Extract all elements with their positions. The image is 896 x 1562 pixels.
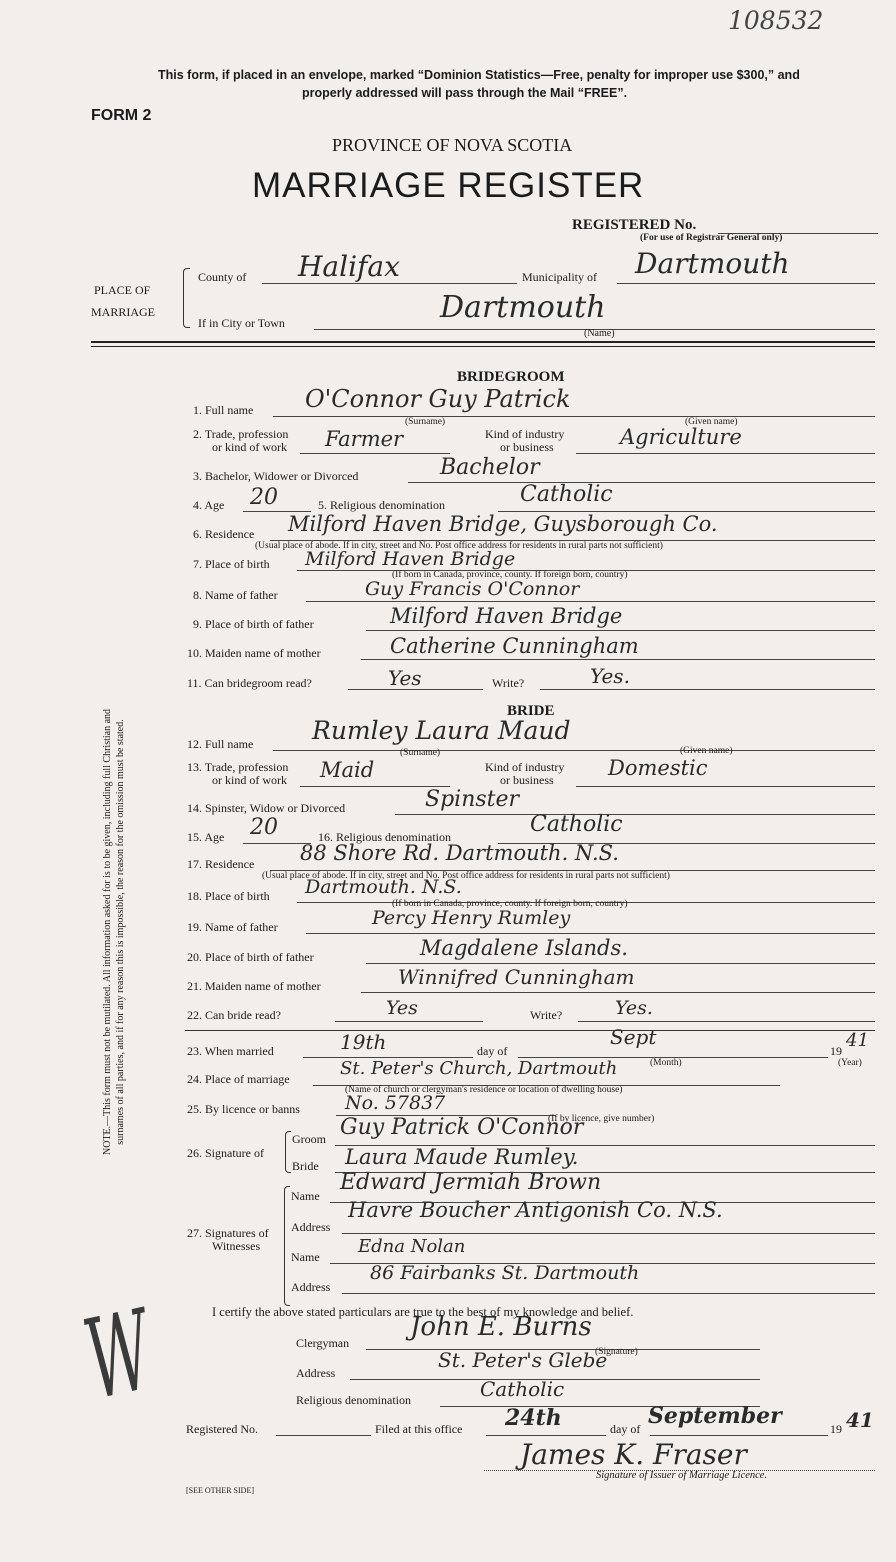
bride-trade-label-a: 13. Trade, profession (187, 760, 289, 774)
county-label: County of (198, 270, 247, 284)
groom-given-note: (Given name) (685, 417, 738, 427)
groom-status: Bachelor (440, 455, 540, 480)
w2-name-label: Name (291, 1250, 320, 1264)
groom-father-line (306, 601, 875, 602)
bridegroom-heading: BRIDEGROOM (457, 369, 565, 385)
bride-heading: BRIDE (507, 703, 555, 719)
groom-fullname: O'Connor Guy Patrick (305, 385, 571, 413)
registered-no-line (276, 1435, 371, 1436)
clergyman-denomination: Catholic (480, 1377, 565, 1401)
bride-birthplace: Dartmouth. N.S. (305, 876, 462, 898)
when-married-label: 23. When married (187, 1044, 274, 1058)
groom-sig-label: Groom (292, 1132, 326, 1146)
witness1-name: Edward Jermiah Brown (340, 1170, 602, 1195)
groom-signature: Guy Patrick O'Connor (340, 1115, 584, 1140)
form-label: FORM 2 (91, 107, 152, 124)
groom-write-label: Write? (492, 676, 525, 690)
groom-mother-label: 10. Maiden name of mother (187, 646, 321, 660)
groom-residence-label: 6. Residence (193, 527, 255, 541)
groom-fullname-line (273, 416, 875, 417)
bride-father: Percy Henry Rumley (372, 907, 571, 929)
w2-address-line (342, 1293, 875, 1294)
groom-residence-note: (Usual place of abode. If in city, street and No. Post office address for residents in rural parts not sufficient) (255, 541, 663, 551)
bride-trade: Maid (320, 758, 375, 782)
bride-write-line (578, 1021, 875, 1022)
groom-religion: Catholic (520, 482, 613, 507)
city-label: If in City or Town (198, 316, 285, 330)
filed-day-line (486, 1435, 606, 1436)
groom-read-label: 11. Can bridegroom read? (187, 676, 312, 690)
bride-given-note: (Given name) (680, 746, 733, 756)
bride-industry: Domestic (608, 756, 708, 780)
groom-fullname-label: 1. Full name (193, 403, 254, 417)
licence-number: No. 57837 (345, 1092, 446, 1114)
filed-day: 24th (505, 1405, 562, 1431)
witnesses-label-a: 27. Signatures of (187, 1226, 269, 1240)
issuer-signature: James K. Fraser (520, 1438, 747, 1471)
place-of-marriage-note: (Name of church or clergyman's residence or location of dwelling house) (345, 1085, 623, 1095)
witness2-name: Edna Nolan (358, 1236, 466, 1257)
w1-name-label: Name (291, 1189, 320, 1203)
groom-industry-label-a: Kind of industry (485, 427, 565, 441)
groom-write: Yes. (590, 664, 630, 688)
margin-initials: W (74, 1285, 163, 1425)
bride-industry-label-a: Kind of industry (485, 760, 565, 774)
mail-notice-line1: This form, if placed in an envelope, marked “Dominion Statistics—Free, penalty for improper use $300,” and (158, 68, 800, 82)
groom-father-birthplace: Milford Haven Bridge (390, 604, 623, 628)
bride-age-label: 15. Age (187, 830, 225, 844)
groom-age-label: 4. Age (193, 498, 225, 512)
ceremony-rule (185, 1030, 875, 1031)
groom-father-label: 8. Name of father (193, 588, 278, 602)
groom-birthplace-note: (If born in Canada, province, county. If foreign born, country) (392, 570, 628, 580)
groom-age: 20 (250, 485, 278, 510)
bride-status: Spinster (425, 787, 520, 812)
groom-mother-line (361, 659, 875, 660)
bride-surname-note: (Surname) (400, 748, 441, 758)
registered-label: REGISTERED No. (572, 217, 697, 233)
licence-note: (If by licence, give number) (548, 1114, 655, 1124)
year-note: (Year) (838, 1058, 862, 1068)
bride-status-line (395, 814, 875, 815)
bride-residence-note: (Usual place of abode. If in city, street and No. Post office address for residents in rural parts not sufficient) (262, 871, 670, 881)
groom-father-birthplace-line (366, 630, 875, 631)
see-other-side: [SEE OTHER SIDE] (186, 1486, 254, 1495)
groom-birthplace-label: 7. Place of birth (193, 557, 270, 571)
licence-label: 25. By licence or banns (187, 1102, 300, 1116)
bride-age: 20 (250, 815, 278, 840)
month-note: (Month) (650, 1058, 682, 1068)
groom-trade-label-a: 2. Trade, profession (193, 427, 289, 441)
county-line (262, 283, 517, 284)
city-name-note: (Name) (584, 328, 615, 339)
registrar-note: (For use of Registrar General only) (640, 233, 783, 243)
place-of-marriage-label: 24. Place of marriage (187, 1072, 290, 1086)
side-note-line1: NOTE.—This form must not be mutilated. All information asked for is to be given, including full Christian and (102, 708, 113, 1156)
filed-month: September (648, 1403, 782, 1429)
section-rule (91, 341, 875, 347)
place-label-1: PLACE OF (94, 283, 151, 297)
bride-birthplace-label: 18. Place of birth (187, 889, 270, 903)
filed-year: 41 (846, 1408, 874, 1432)
municipality-label: Municipality of (522, 270, 597, 284)
certification-statement: I certify the above stated particulars are true to the best of my knowledge and belief. (212, 1305, 634, 1319)
groom-industry-label-b: or business (500, 440, 554, 454)
issuer-note: Signature of Issuer of Marriage Licence. (596, 1470, 768, 1481)
bride-mother-line (361, 992, 875, 993)
groom-birthplace: Milford Haven Bridge (305, 548, 516, 570)
w1-address-line (342, 1233, 875, 1234)
groom-father-birthplace-label: 9. Place of birth of father (193, 617, 314, 631)
groom-industry-line (576, 453, 875, 454)
bride-residence: 88 Shore Rd. Dartmouth. N.S. (300, 841, 619, 865)
city-value: Dartmouth (440, 290, 606, 325)
groom-industry: Agriculture (620, 425, 742, 449)
married-month: Sept (610, 1025, 657, 1049)
municipality-value: Dartmouth (635, 247, 790, 280)
bride-father-line (306, 933, 875, 934)
bride-fullname: Rumley Laura Maud (312, 716, 571, 745)
bride-industry-line (576, 786, 875, 787)
province-heading: PROVINCE OF NOVA SCOTIA (332, 135, 573, 155)
witness2-address: 86 Fairbanks St. Dartmouth (370, 1262, 640, 1284)
witnesses-label-b: Witnesses (212, 1239, 261, 1253)
filed-month-line (650, 1435, 828, 1436)
bride-read: Yes (386, 997, 418, 1019)
bride-industry-label-b: or business (500, 773, 554, 787)
signature-brace (285, 1131, 291, 1173)
bride-fullname-line (273, 750, 875, 751)
groom-trade: Farmer (325, 427, 404, 451)
side-note-line2: surnames of all parties, and if for any reason this is impossible, the reason for the omission must be stated. (115, 719, 126, 1145)
groom-religion-label: 5. Religious denomination (318, 498, 445, 512)
clergyman-label: Clergyman (296, 1336, 350, 1350)
day-of-label: day of (477, 1044, 508, 1058)
signature-note: (Signature) (595, 1347, 638, 1357)
witness1-address: Havre Boucher Antigonish Co. N.S. (348, 1198, 723, 1222)
bride-birthplace-note: (If born in Canada, province, county. If foreign born, country) (392, 899, 628, 909)
groom-mother: Catherine Cunningham (390, 634, 639, 658)
bride-write-label: Write? (530, 1008, 563, 1022)
married-year: 41 (846, 1030, 869, 1051)
county-value: Halifax (298, 250, 400, 283)
groom-residence: Milford Haven Bridge, Guysborough Co. (288, 512, 718, 536)
municipality-line (617, 283, 875, 284)
bride-status-label: 14. Spinster, Widow or Divorced (187, 801, 346, 815)
filed-label: Filed at this office (375, 1422, 463, 1436)
groom-status-label: 3. Bachelor, Widower or Divorced (193, 469, 359, 483)
document-number: 108532 (728, 6, 824, 35)
bride-father-birthplace-label: 20. Place of birth of father (187, 950, 314, 964)
place-label-2: MARRIAGE (91, 305, 156, 319)
bride-residence-label: 17. Residence (187, 857, 255, 871)
bride-fullname-label: 12. Full name (187, 737, 254, 751)
bride-religion-label: 16. Religious denomination (318, 830, 451, 844)
bride-read-label: 22. Can bride read? (187, 1008, 281, 1022)
groom-father: Guy Francis O'Connor (365, 578, 580, 600)
groom-surname-note: (Surname) (405, 417, 446, 427)
groom-trade-line (300, 453, 450, 454)
registered-no-label: Registered No. (186, 1422, 258, 1436)
side-note (101, 612, 127, 1252)
mail-notice-line2: properly addressed will pass through the Mail “FREE”. (302, 86, 628, 100)
bride-religion: Catholic (530, 812, 623, 837)
signature-of-label: 26. Signature of (187, 1146, 264, 1160)
denomination-label: Religious denomination (296, 1393, 411, 1407)
clergyman-signature: John E. Burns (410, 1312, 592, 1342)
w1-address-label: Address (291, 1220, 331, 1234)
groom-write-line (540, 689, 875, 690)
groom-status-line (408, 482, 875, 483)
bride-mother: Winnifred Cunningham (398, 965, 635, 989)
bride-father-label: 19. Name of father (187, 920, 278, 934)
married-year-prefix: 19 (830, 1044, 842, 1058)
witness-brace (284, 1186, 290, 1306)
filed-year-prefix: 19 (830, 1422, 842, 1436)
bride-mother-label: 21. Maiden name of mother (187, 979, 321, 993)
page-title: MARRIAGE REGISTER (252, 166, 645, 205)
bride-father-birthplace-line (366, 963, 875, 964)
bride-read-line (335, 1021, 483, 1022)
place-of-marriage: St. Peter's Church, Dartmouth (340, 1058, 618, 1079)
groom-read: Yes (388, 666, 422, 690)
bride-trade-label-b: or kind of work (212, 773, 287, 787)
bride-father-birthplace: Magdalene Islands. (420, 936, 628, 960)
bride-sig-label: Bride (292, 1159, 319, 1173)
place-brace (183, 268, 190, 328)
groom-trade-label-b: or kind of work (212, 440, 287, 454)
w2-address-label: Address (291, 1280, 331, 1294)
married-day: 19th (340, 1030, 387, 1054)
bride-signature: Laura Maude Rumley. (345, 1145, 579, 1169)
bride-write: Yes. (615, 997, 653, 1019)
filed-day-of-label: day of (610, 1422, 641, 1436)
clergyman-address: St. Peter's Glebe (438, 1348, 608, 1372)
clergyman-address-label: Address (296, 1366, 336, 1380)
